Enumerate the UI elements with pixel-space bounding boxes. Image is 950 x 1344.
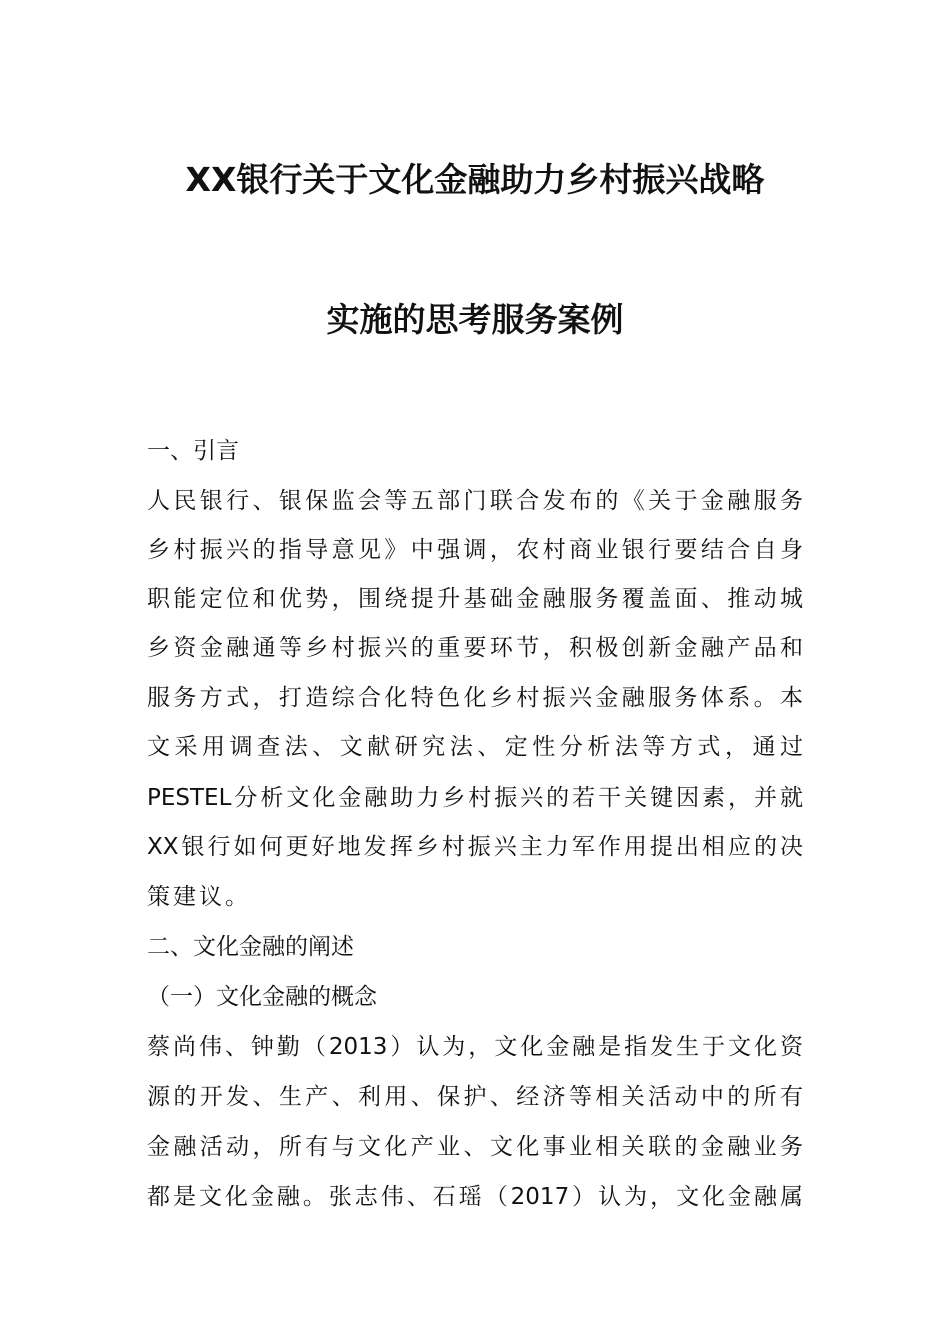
document-title-line-1: XX银行关于文化金融助力乡村振兴战略 — [185, 160, 765, 199]
paragraph-line: 服务方式，打造综合化特色化乡村振兴金融服务体系。本 — [147, 685, 803, 711]
section-heading-cultural-finance: 二、文化金融的阐述 — [147, 934, 354, 960]
paragraph-line: PESTEL分析文化金融助力乡村振兴的若干关键因素，并就 — [147, 785, 803, 811]
paragraph-line: 策建议。 — [147, 884, 251, 910]
paragraph-line: 都是文化金融。张志伟、石瑶（2017）认为，文化金融属 — [147, 1184, 803, 1210]
paragraph-line: 源的开发、生产、利用、保护、经济等相关活动中的所有 — [147, 1084, 803, 1110]
section-heading-introduction: 一、引言 — [147, 438, 239, 464]
paragraph-line: 人民银行、银保监会等五部门联合发布的《关于金融服务 — [147, 488, 803, 514]
paragraph-line: 乡资金融通等乡村振兴的重要环节，积极创新金融产品和 — [147, 635, 803, 661]
paragraph-line: 金融活动，所有与文化产业、文化事业相关联的金融业务 — [147, 1134, 803, 1160]
paragraph-line: 职能定位和优势，围绕提升基础金融服务覆盖面、推动城 — [147, 586, 803, 612]
paragraph-line: 乡村振兴的指导意见》中强调，农村商业银行要结合自身 — [147, 537, 803, 563]
subsection-heading-concept: （一）文化金融的概念 — [147, 984, 377, 1010]
paragraph-line: 蔡尚伟、钟勤（2013）认为，文化金融是指发生于文化资 — [147, 1034, 803, 1060]
paragraph-line: 文采用调查法、文献研究法、定性分析法等方式，通过 — [147, 734, 803, 760]
paragraph-line: XX银行如何更好地发挥乡村振兴主力军作用提出相应的决 — [147, 834, 803, 860]
document-title-line-2: 实施的思考服务案例 — [326, 300, 624, 339]
